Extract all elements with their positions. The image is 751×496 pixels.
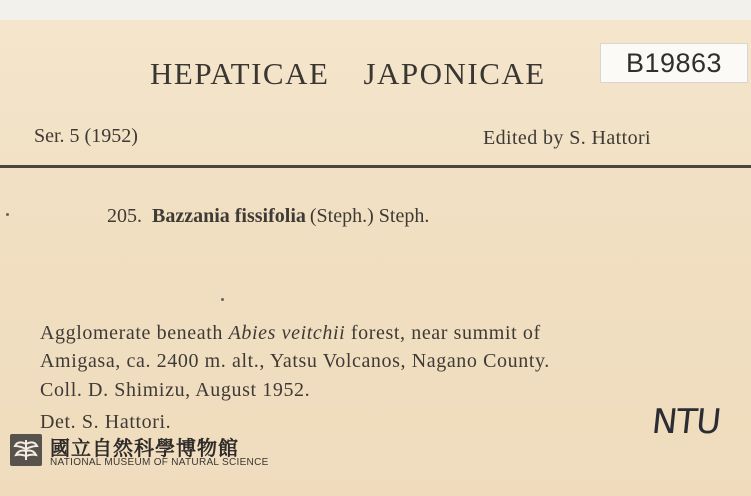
habitat-text: Agglomerate beneath bbox=[40, 322, 229, 344]
museum-logo-icon bbox=[10, 434, 42, 466]
header-divider bbox=[0, 165, 751, 168]
habitat-text-cont: forest, near summit of bbox=[345, 322, 541, 344]
title-word-japonicae: JAPONICAE bbox=[363, 56, 546, 91]
editor-credit: Edited by S. Hattori bbox=[483, 127, 651, 149]
museum-name-chinese: 國立自然科學博物館 bbox=[50, 436, 239, 460]
paper-speck bbox=[221, 298, 224, 301]
collection-title bbox=[150, 56, 546, 92]
museum-name-english: NATIONAL MUSEUM OF NATURAL SCIENCE bbox=[50, 457, 269, 468]
host-plant-name: Abies veitchii bbox=[228, 322, 346, 344]
locality-line-1 bbox=[40, 322, 541, 345]
series-text: Ser. 5 (1952) bbox=[34, 125, 138, 147]
scientific-name: Bazzania fissifolia bbox=[152, 205, 306, 227]
label-top-edge bbox=[0, 0, 751, 20]
species-authority: (Steph.) Steph. bbox=[309, 205, 430, 227]
handwritten-initials: NTU bbox=[649, 402, 723, 442]
paper-speck bbox=[6, 213, 9, 216]
title-word-hepaticae: HEPATICAE bbox=[150, 56, 330, 91]
determiner-line: Det. S. Hattori. bbox=[40, 411, 172, 433]
collector-line: Coll. D. Shimizu, August 1952. bbox=[40, 379, 311, 401]
specimen-number: 205. bbox=[107, 205, 142, 227]
species-line bbox=[107, 205, 429, 228]
catalog-number-sticker: B19863 bbox=[600, 43, 748, 83]
locality-line-2: Amigasa, ca. 2400 m. alt., Yatsu Volcanos, Nagano County. bbox=[40, 350, 550, 372]
